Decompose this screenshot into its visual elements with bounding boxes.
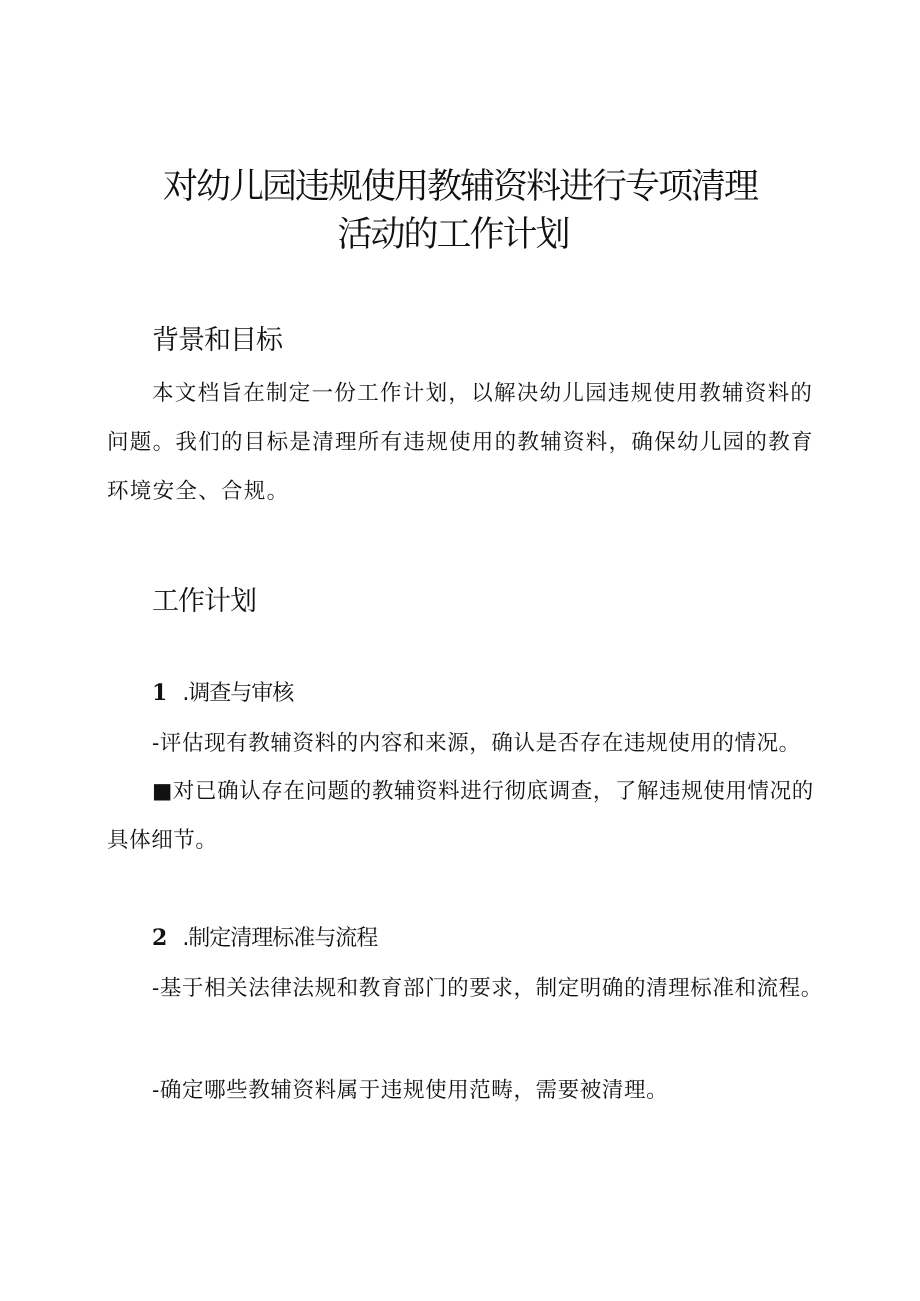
section-1-number: 1 xyxy=(152,680,167,706)
section-1-heading xyxy=(152,682,293,705)
section-1-title: .调查与审核 xyxy=(182,681,294,706)
section-2-number: 2 xyxy=(152,925,167,951)
section-1-item-1: -评估现有教辅资料的内容和来源，确认是否存在违规使用的情况。 xyxy=(152,731,801,756)
background-paragraph: 本文档旨在制定一份工作计划，以解决幼儿园违规使用教辅资料的问题。我们的目标是清理所有违规使用的教辅资料，确保幼儿园的教育环境安全、合规。 xyxy=(107,381,814,504)
plan-heading: 工作计划 xyxy=(152,586,256,617)
document-title-line-2: 活动的工作计划 xyxy=(337,215,569,255)
document-title-line-1: 对幼儿园违规使用教辅资料进行专项清理 xyxy=(162,167,757,207)
section-2-title: .制定清理标准与流程 xyxy=(182,926,378,951)
section-2-item-2: -确定哪些教辅资料属于违规使用范畴，需要被清理。 xyxy=(152,1078,669,1103)
background-heading: 背景和目标 xyxy=(152,325,282,356)
section-2-item-1: -基于相关法律法规和教育部门的要求，制定明确的清理标准和流程。 xyxy=(152,976,823,1001)
section-2-heading xyxy=(152,927,377,950)
section-1-item-2: ■对已确认存在问题的教辅资料进行彻底调查，了解违规使用情况的具体细节。 xyxy=(107,779,814,853)
